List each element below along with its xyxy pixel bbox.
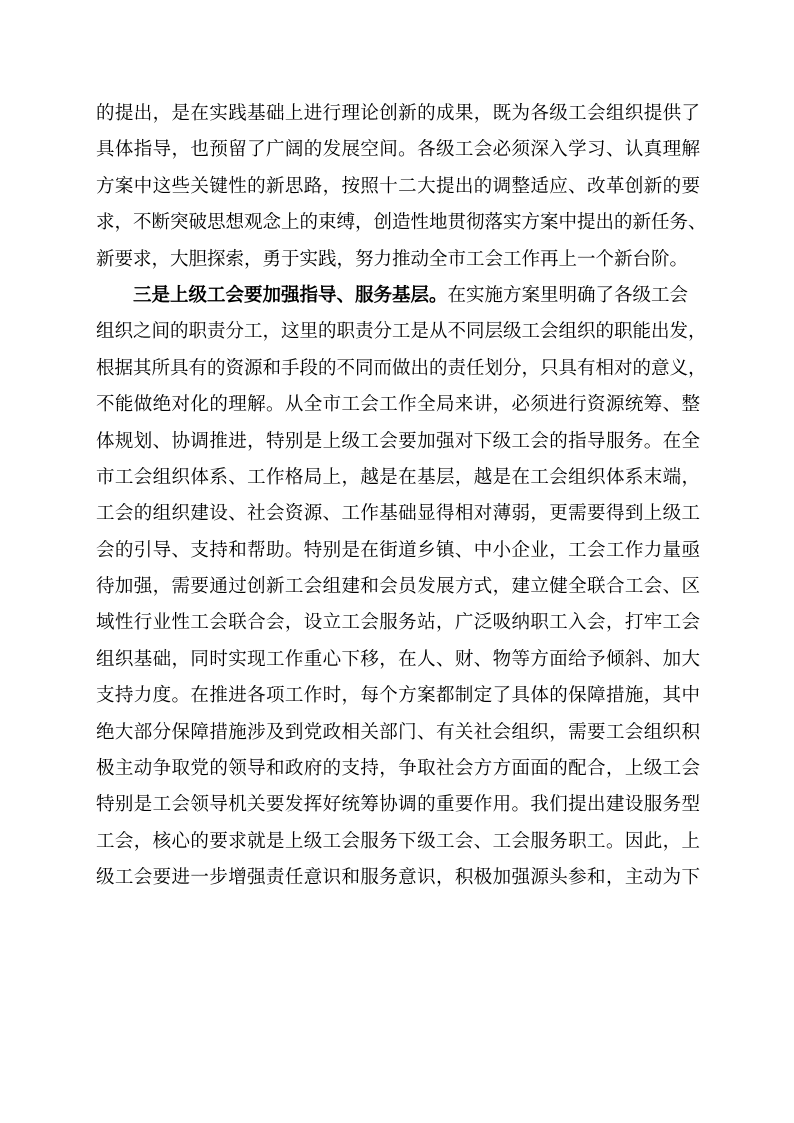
line-text: 支持力度。在推进各项工作时，每个方案都制定了具体的保障措施，其中	[96, 685, 700, 707]
line-text: 组织之间的职责分工，这里的职责分工是从不同层级工会组织的职能出发，	[96, 321, 707, 343]
line-text: 会的引导、支持和帮助。特别是在街道乡镇、中小企业，工会工作力量亟	[96, 539, 700, 561]
text-line	[96, 205, 707, 241]
text-line	[96, 242, 700, 278]
text-line	[96, 569, 700, 605]
text-line	[96, 96, 700, 132]
line-text: 级工会要进一步增强责任意识和服务意识，积极加强源头参和，主动为下	[96, 867, 700, 889]
text-line	[96, 533, 700, 569]
text-line	[96, 496, 700, 532]
text-line	[96, 678, 700, 714]
text-line	[96, 132, 700, 168]
body-text	[96, 96, 707, 897]
line-text: 不能做绝对化的理解。从全市工会工作全局来讲，必须进行资源统筹、整	[96, 394, 700, 416]
text-line	[96, 860, 700, 896]
line-text: 工会，核心的要求就是上级工会服务下级工会、工会服务职工。因此，上	[96, 830, 700, 852]
line-text: 在实施方案里明确了各级工会	[447, 284, 689, 306]
text-line	[96, 351, 707, 387]
text-line	[96, 278, 700, 314]
line-text: 新要求，大胆探索，勇于实践，努力推动全市工会工作再上一个新台阶。	[96, 248, 689, 270]
bold-lead-phrase: 三是上级工会要加强指导、服务基层。	[133, 284, 448, 306]
text-line	[96, 715, 700, 751]
text-line	[96, 460, 700, 496]
line-text: 工会的组织建设、社会资源、工作基础显得相对薄弱，更需要得到上级工	[96, 503, 700, 525]
line-text: 域性行业性工会联合会，设立工会服务站，广泛吸纳职工入会，打牢工会	[96, 612, 700, 634]
text-line	[96, 824, 700, 860]
text-line	[96, 642, 700, 678]
text-line	[96, 787, 700, 823]
text-line	[96, 314, 707, 350]
line-text: 待加强，需要通过创新工会组建和会员发展方式，建立健全联合工会、区	[96, 576, 700, 598]
text-line	[96, 387, 700, 423]
line-text: 体规划、协调推进，特别是上级工会要加强对下级工会的指导服务。在全	[96, 430, 700, 452]
text-line	[96, 751, 700, 787]
line-text: 组织基础，同时实现工作重心下移，在人、财、物等方面给予倾斜、加大	[96, 648, 700, 670]
text-line	[96, 169, 700, 205]
line-text: 特别是工会领导机关要发挥好统筹协调的重要作用。我们提出建设服务型	[96, 794, 700, 816]
line-text: 根据其所具有的资源和手段的不同而做出的责任划分，只具有相对的意义，	[96, 357, 707, 379]
line-text: 绝大部分保障措施涉及到党政相关部门、有关社会组织，需要工会组织积	[96, 721, 700, 743]
line-text: 具体指导，也预留了广阔的发展空间。各级工会必须深入学习、认真理解	[96, 139, 700, 161]
line-text: 方案中这些关键性的新思路，按照十二大提出的调整适应、改革创新的要	[96, 175, 700, 197]
line-text: 的提出，是在实践基础上进行理论创新的成果，既为各级工会组织提供了	[96, 103, 700, 124]
text-line	[96, 424, 700, 460]
line-text: 极主动争取党的领导和政府的支持，争取社会方方面面的配合，上级工会	[96, 758, 700, 780]
line-text: 求，不断突破思想观念上的束缚，创造性地贯彻落实方案中提出的新任务、	[96, 212, 707, 234]
line-text: 市工会组织体系、工作格局上，越是在基层，越是在工会组织体系末端，	[96, 466, 700, 488]
text-line	[96, 605, 700, 641]
